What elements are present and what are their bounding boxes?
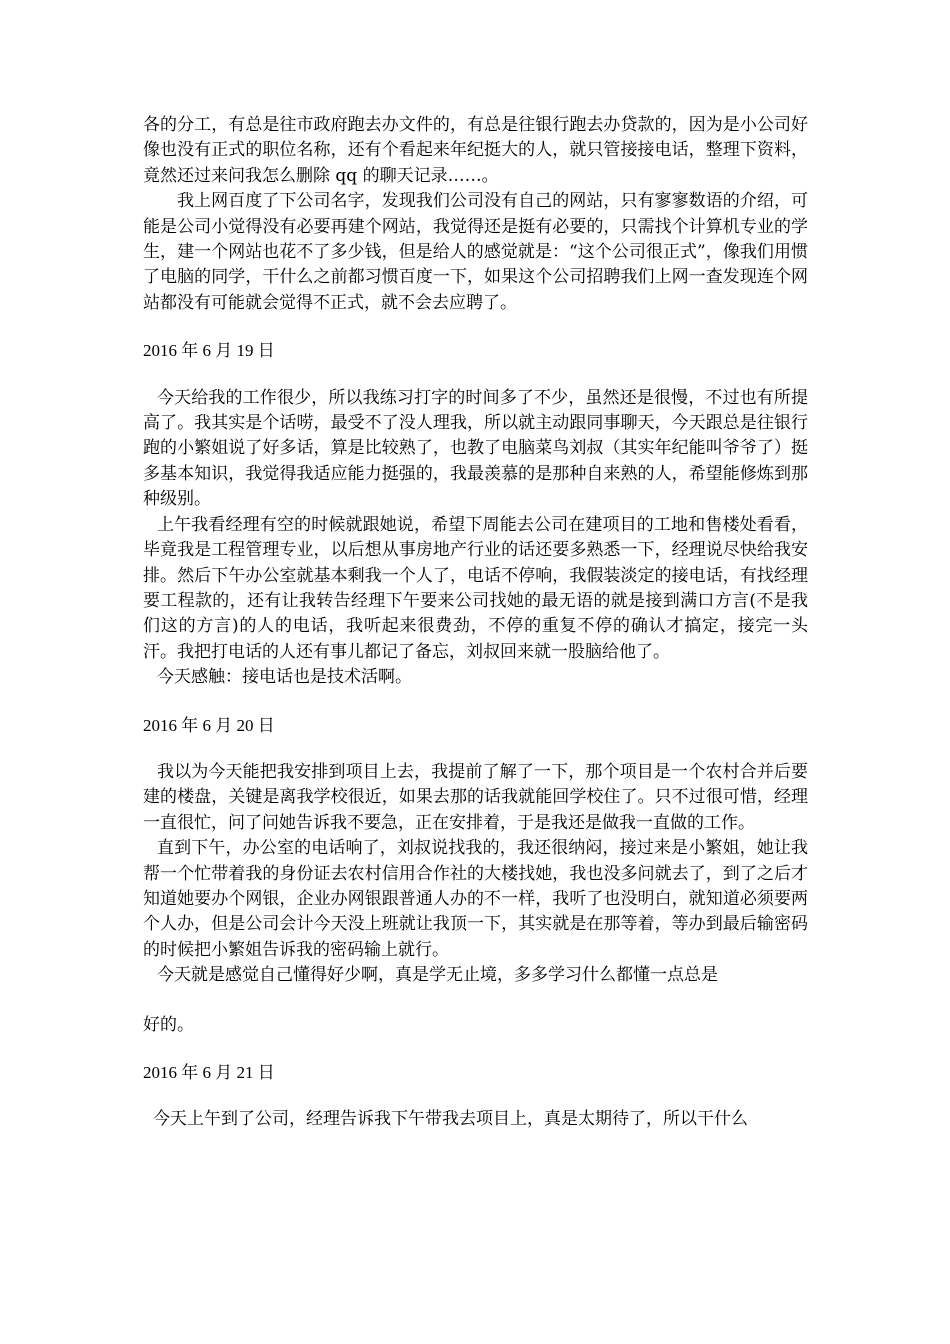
document-body	[143, 113, 808, 1133]
paragraph-0620-project: 我以为今天能把我安排到项目上去，我提前了解了一下，那个项目是一个农村合并后要建的楼盘，关键是离我学校很近，如果去那的话我就能回学校住了。只不过很可惜，经理一直很忙，问了问她告诉我不要急，正在安排着，于是我还是做我一直做的工作。	[143, 761, 808, 833]
date-heading-0620: 2016 年 6 月 20 日	[143, 715, 275, 735]
date-heading-0621: 2016 年 6 月 21 日	[143, 1063, 275, 1082]
paragraph-0619-reflection: 今天感触：接电话也是技术活啊。	[157, 667, 412, 688]
paragraph-0619-phone: 上午我看经理有空的时候就跟她说，希望下周能去公司在建项目的工地和售楼处看看，毕竟我是工程管理专业，以后想从事房地产行业的话还要多熟悉一下，经理说尽快给我安排。然后下午办公室就基本剩我一个人了，电话不停响，我假装淡定的接电话，有找经理要工程款的，还有让我转告经理下午要来公司找她的最无语的就是接到满口方言(不是我们这的方言)的人的电话，我听起来很费劲，不停的重复不停的确认才搞定，接完一头汗。我把打电话的人还有事儿都记了备忘，刘叔回来就一股脑给他了。	[143, 514, 808, 662]
paragraph-0620-ending: 好的。	[143, 1014, 194, 1035]
paragraph-0621-start: 今天上午到了公司，经理告诉我下午带我去项目上，真是太期待了，所以干什么	[153, 1109, 748, 1130]
date-heading-0619: 2016 年 6 月 19 日	[143, 341, 275, 361]
paragraph-intro: 各的分工，有总是往市政府跑去办文件的，有总是往银行跑去办贷款的，因为是小公司好像也没有正式的职位名称，还有个看起来年纪挺大的人，就只管接接电话，整理下资料，竟然还过来问我怎么删除 qq 的聊天记录……。	[143, 115, 808, 186]
paragraph-0620-reflection: 今天就是感觉自己懂得好少啊，真是学无止境，多多学习什么都懂一点总是	[157, 965, 718, 986]
paragraph-0620-bank: 直到下午，办公室的电话响了，刘叔说找我的，我还很纳闷，接过来是小繁姐，她让我帮一个忙带着我的身份证去农村信用合作社的大楼找她，我也没多问就去了，到了之后才知道她要办个网银，企业办网银跟普通人办的不一样，我听了也没明白，就知道必须要两个人办，但是公司会计今天没上班就让我顶一下，其实就是在那等着，等办到最后输密码的时候把小繁姐告诉我的密码输上就行。	[143, 838, 808, 960]
paragraph-0619-work: 今天给我的工作很少，所以我练习打字的时间多了不少，虽然还是很慢，不过也有所提高了。我其实是个话唠，最受不了没人理我，所以就主动跟同事聊天，今天跟总是往银行跑的小繁姐说了好多话，算是比较熟了，也教了电脑菜鸟刘叔（其实年纪能叫爷爷了）挺多基本知识，我觉得我适应能力挺强的，我最羡慕的是那种自来熟的人，希望能修炼到那种级别。	[143, 387, 808, 510]
paragraph-website: 我上网百度了下公司名字，发现我们公司没有自己的网站，只有寥寥数语的介绍，可能是公司小觉得没有必要再建个网站，我觉得还是挺有必要的，只需找个计算机专业的学生，建一个网站也花不了多少钱，但是给人的感觉就是：“这个公司很正式”，像我们用惯了电脑的同学，干什么之前都习惯百度一下，如果这个公司招聘我们上网一查发现连个网站都没有可能就会觉得不正式，就不会去应聘了。	[143, 191, 808, 313]
